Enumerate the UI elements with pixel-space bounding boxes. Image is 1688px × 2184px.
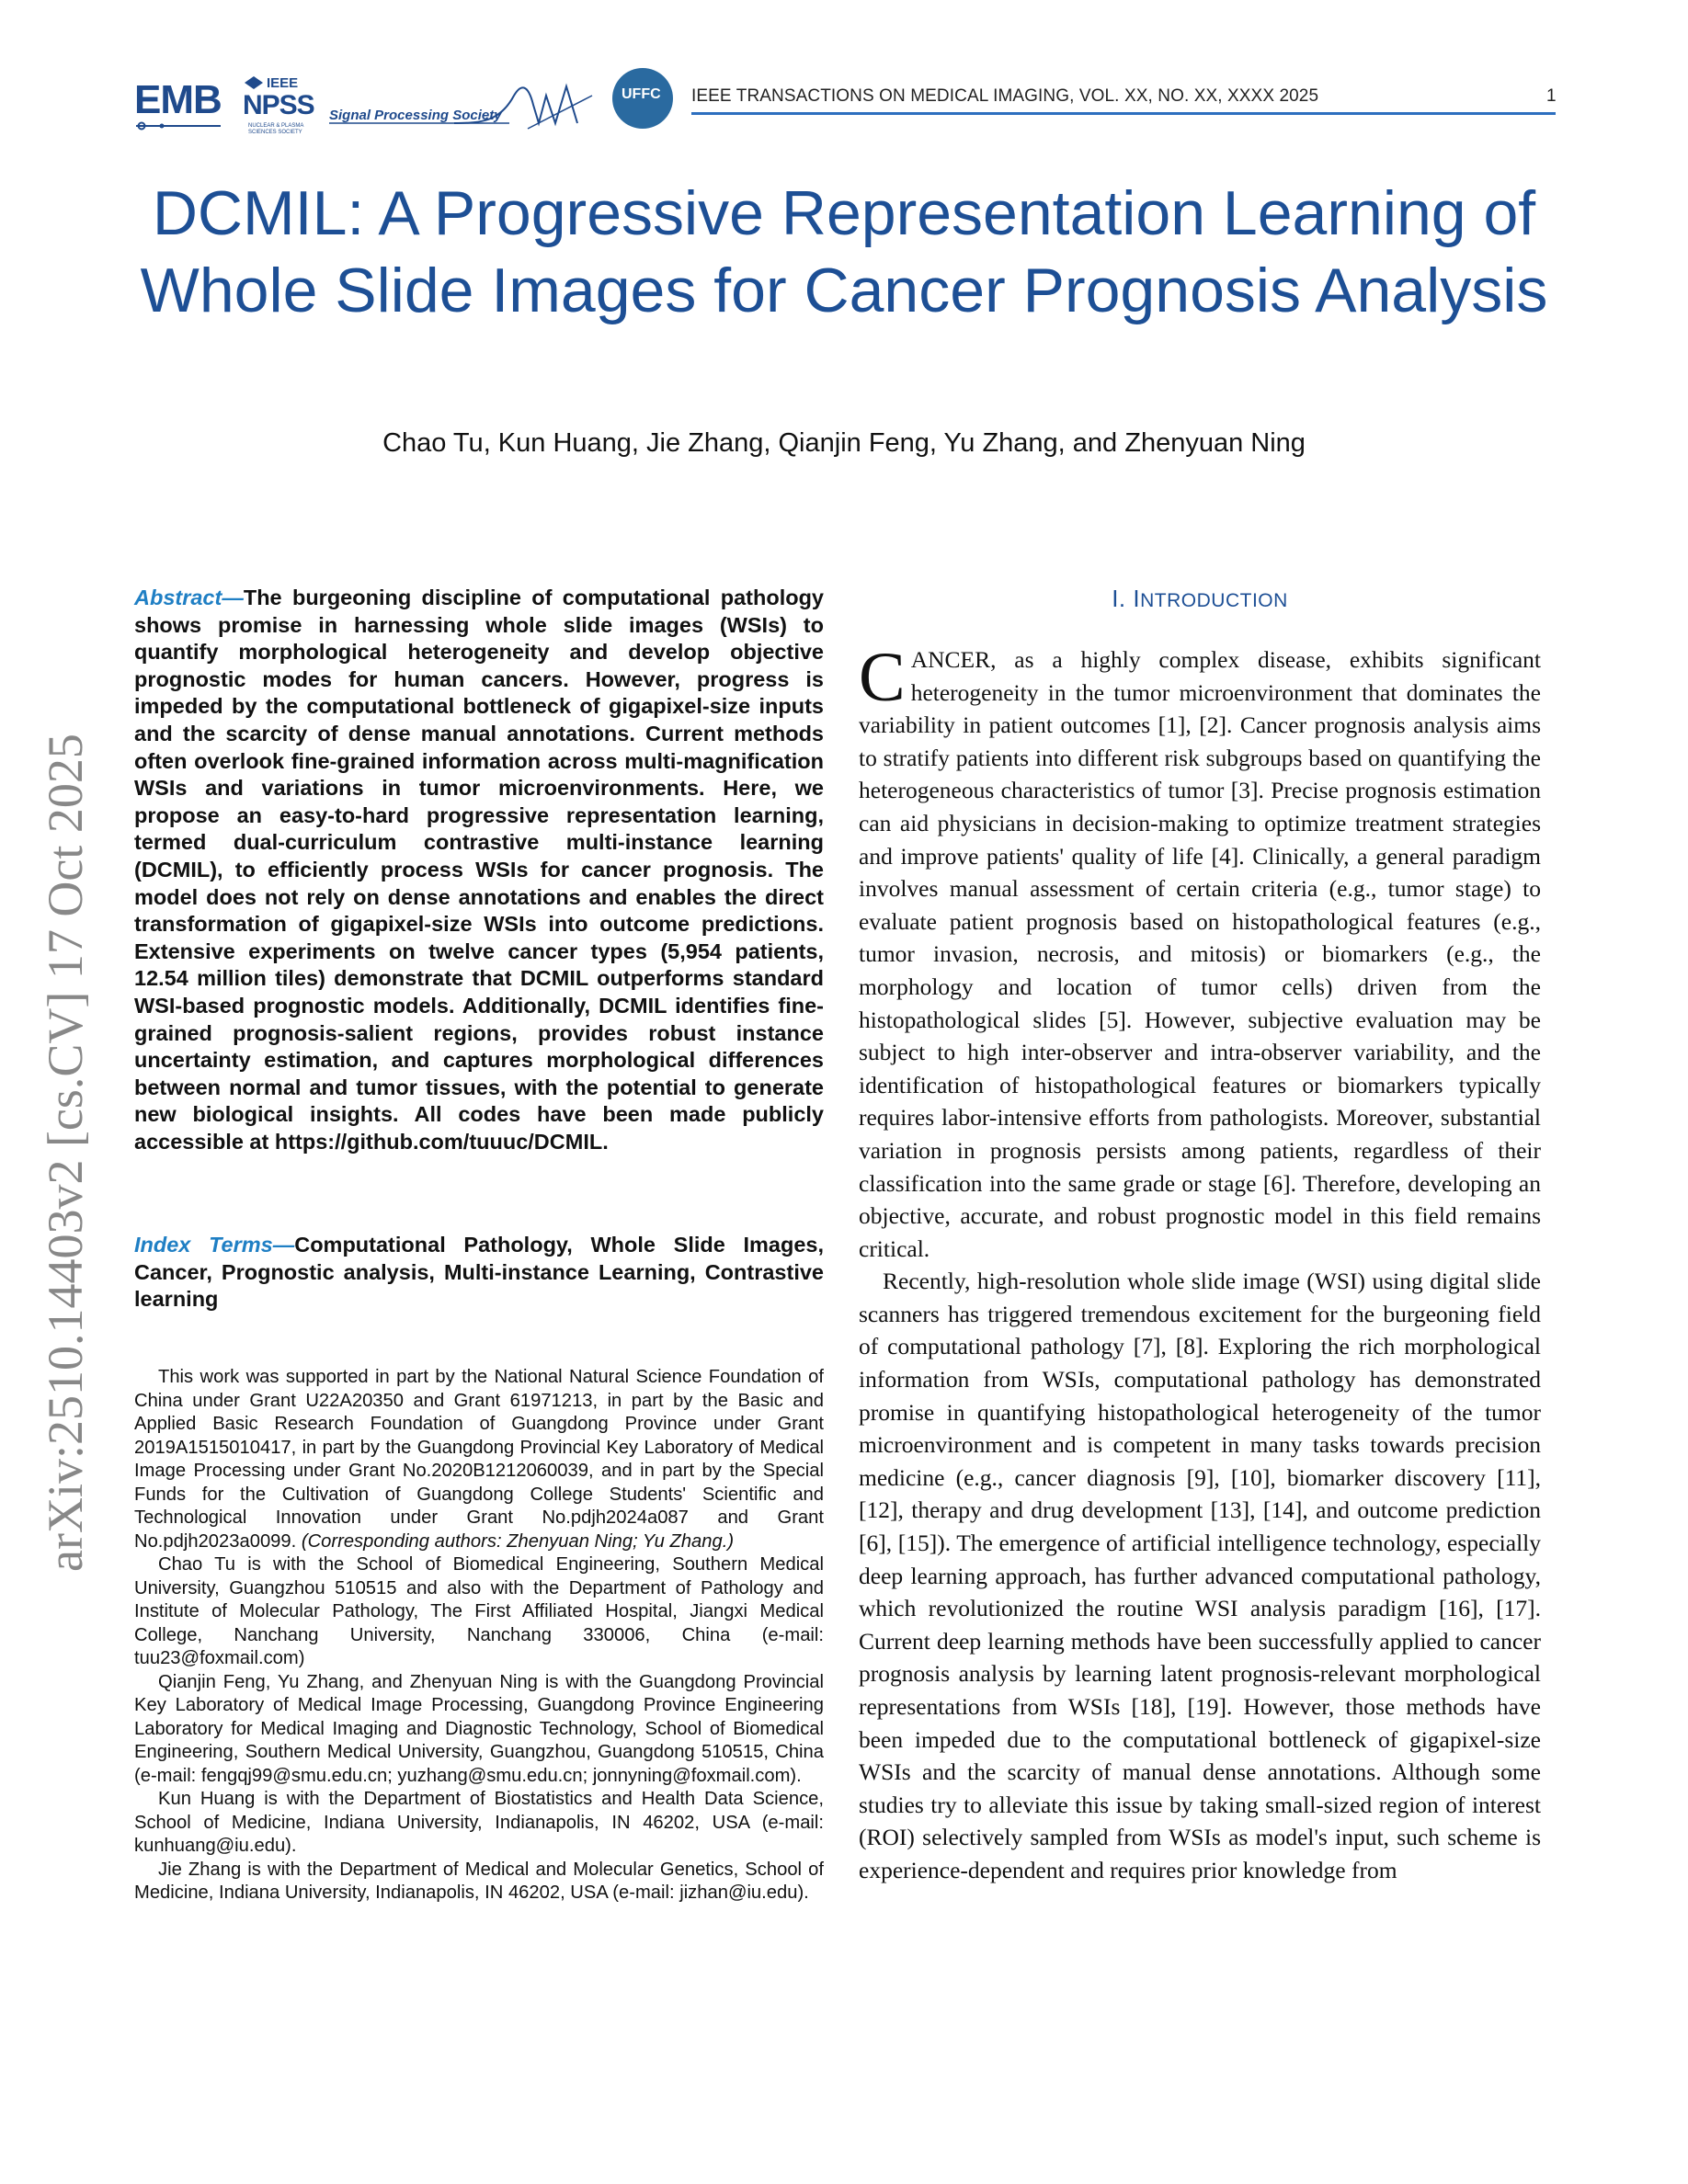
affiliation-zhang: Jie Zhang is with the Department of Medical and Molecular Genetics, School of Medicine, Indiana University, Indianapolis, IN 46202, USA (e-mail: jizhan@iu.edu).	[134, 1859, 824, 1903]
author-list: Chao Tu, Kun Huang, Jie Zhang, Qianjin Feng, Yu Zhang, and Zhenyuan Ning	[382, 428, 1306, 458]
section-title-initial: I	[1133, 585, 1141, 612]
running-head: IEEE TRANSACTIONS ON MEDICAL IMAGING, VOL. XX, NO. XX, XXXX 2025	[691, 86, 1319, 106]
society-logos	[134, 68, 667, 136]
npss-wordmark: NPSS	[243, 90, 314, 120]
npss-subtitle: NUCLEAR & PLASMA SCIENCES SOCIETY	[248, 123, 304, 135]
abstract-label: Abstract—	[134, 586, 244, 609]
section-title-rest: NTRODUCTION	[1140, 590, 1288, 611]
page-number: 1	[1546, 86, 1557, 106]
uffc-wordmark: UFFC	[622, 86, 661, 102]
drop-cap: C	[859, 639, 906, 716]
section-heading-introduction	[859, 585, 1541, 613]
affiliation-huang: Kun Huang is with the Department of Biostatistics and Health Data Science, School of Medicine, Indiana University, Indianapolis, IN 46202, USA (e-mail: kunhuang@iu.edu).	[134, 1789, 824, 1856]
abstract	[134, 585, 824, 1155]
affiliation-tu: Chao Tu is with the School of Biomedical Engineering, Southern Medical University, Guangzhou 510515 and also with the Department of Pathology and Institute of Molecular Pathology, The First Affiliated Hospital, Jiangxi Medical College, Nanchang University, Nanchang 330006, China (e-mail: tuu23@foxmail.com)	[134, 1554, 824, 1668]
corresponding-authors-note: (Corresponding authors: Zhenyuan Ning; Yu Zhang.)	[301, 1530, 735, 1552]
arxiv-identifier-stamp: arXiv:2510.14403v2 [cs.CV] 17 Oct 2025	[38, 734, 93, 1572]
index-terms-label: Index Terms—	[134, 1233, 295, 1257]
ieee-diamond-icon	[243, 75, 265, 90]
ieee-npss-logo	[243, 75, 314, 135]
funding-footnote	[134, 1366, 824, 1553]
intro-p1-text: , as a highly complex disease, exhibits significant heterogeneity in the tumor microenvironment that dominates the variability in patient outcomes [1], [2]. Cancer prognosis analysis aims to stratify patients into different risk subgroups based on quantifying the heterogeneous characteristics of tumor [3]. Precise prognosis estimation can aid physicians in decision-making to optimize treatment strategies and improve patients' quality of life [4]. Clinically, a general paradigm involves manual assessment of certain criteria (e.g., tumor stage) to evaluate patient prognosis based on histopathological features (e.g., tumor invasion, necrosis, and mitosis) or biomarkers (e.g., the morphology and location of tumor cells) driven from the histopathological slides [5]. However, subjective evaluation may be subject to high inter-observer and intra-observer variability, and the identification of histopathological features or biomarkers typically requires labor-intensive efforts from pathologists. Moreover, substantial variation in prognosis persists among patients, regardless of their classification into the same grade or stage [6]. Therefore, developing an objective, accurate, and robust prognostic model in this field remains critical.	[859, 646, 1541, 1262]
header-rule	[691, 112, 1556, 115]
affiliation-feng-zhang-ning: Qianjin Feng, Yu Zhang, and Zhenyuan Ning is with the Guangdong Provincial Key Laboratory of Medical Image Processing, Guangdong Province Engineering Laboratory for Medical Imaging and Diagnostic Technology, School of Biomedical Engineering, Southern Medical University, Guangzhou, Guangdong 510515, China (e-mail: fengqj99@smu.edu.cn; yuzhang@smu.edu.cn; jonnyning@foxmail.com).	[134, 1671, 824, 1786]
sps-wordmark: Signal Processing Society	[329, 108, 502, 123]
section-number: I.	[1112, 585, 1126, 612]
paper-title: DCMIL: A Progressive Representation Learning of Whole Slide Images for Cancer Prognosis Analysis	[140, 178, 1548, 325]
intro-paragraph-2: Recently, high-resolution whole slide image (WSI) using digital slide scanners has triggered tremendous excitement for the burgeoning field of computational pathology [7], [8]. Exploring the rich morphological information from WSIs, computational pathology has demonstrated promise in quantifying histopathological heterogeneity of the tumor microenvironment and is competent in many tasks towards precision medicine (e.g., cancer diagnosis [9], [10], biomarker discovery [11], [12], therapy and drug development [13], [14], and outcome prediction [6], [15]). The emergence of artificial intelligence technology, especially deep learning approach, has further advanced computational pathology, which revolutionized the routine WSI analysis paradigm [16], [17]. Current deep learning methods have been successfully applied to cancer prognosis analysis by learning latent prognosis-relevant morphological representations from WSIs [18], [19]. However, those methods have been impeded due to the computational bottleneck of gigapixel-size WSIs and the scarcity of manual dense annotations. Although some studies try to alleviate this issue by taking small-sized region of interest (ROI) selectively sampled from WSIs as model's input, such scheme is experience-dependent and requires prior knowledge from	[859, 1268, 1541, 1883]
funding-text: This work was supported in part by the National Natural Science Foundation of China under Grant U22A20350 and Grant 61971213, in part by the Basic and Applied Basic Research Foundation of Guangdong Province under Grant 2019A1515010417, in part by the Guangdong Provincial Key Laboratory of Medical Image Processing under Grant No.2020B1212060039, and in part by the Special Funds for the Cultivation of Guangdong College Students' Scientific and Technological Innovation under Grant No.pdjh2024a087 and Grant No.pdjh2023a0099.	[134, 1367, 824, 1552]
introduction-body	[859, 639, 1541, 1887]
emb-logo-mark	[134, 121, 222, 131]
ieee-wordmark: IEEE	[267, 75, 299, 91]
abstract-text: The burgeoning discipline of computational pathology shows promise in harnessing whole slide images (WSIs) to quantify morphological heterogeneity and develop objective prognostic modes for human cancers. However, progress is impeded by the computational bottleneck of gigapixel-size inputs and the scarcity of dense manual annotations. Current methods often overlook fine-grained information across multi-magnification WSIs and variations in tumor microenvironments. Here, we propose an easy-to-hard progressive representation learning, termed dual-curriculum contrastive multi-instance learning (DCMIL), to efficiently process WSIs for cancer prognosis. The model does not rely on dense annotations and enables the direct transformation of gigapixel-size WSIs into outcome predictions. Extensive experiments on twelve cancer types (5,954 patients, 12.54 million tiles) demonstrate that DCMIL outperforms standard WSI-based prognostic models. Additionally, DCMIL identifies fine-grained prognosis-salient regions, provides robust instance uncertainty estimation, and captures morphological differences between normal and tumor tissues, with the potential to generate new biological insights. All codes have been made publicly accessible at https://github.com/tuuuc/DCMIL.	[134, 586, 824, 1154]
emb-logo: EMB	[134, 77, 222, 122]
uffc-logo	[612, 68, 673, 129]
intro-p1-lead: ANCER	[910, 646, 991, 673]
intro-paragraph-1	[859, 639, 1541, 1265]
footnotes	[134, 1366, 824, 1905]
index-terms	[134, 1232, 824, 1314]
index-terms-text: Computational Pathology, Whole Slide Images, Cancer, Prognostic analysis, Multi-instance Learning, Contrastive learning	[134, 1233, 824, 1312]
